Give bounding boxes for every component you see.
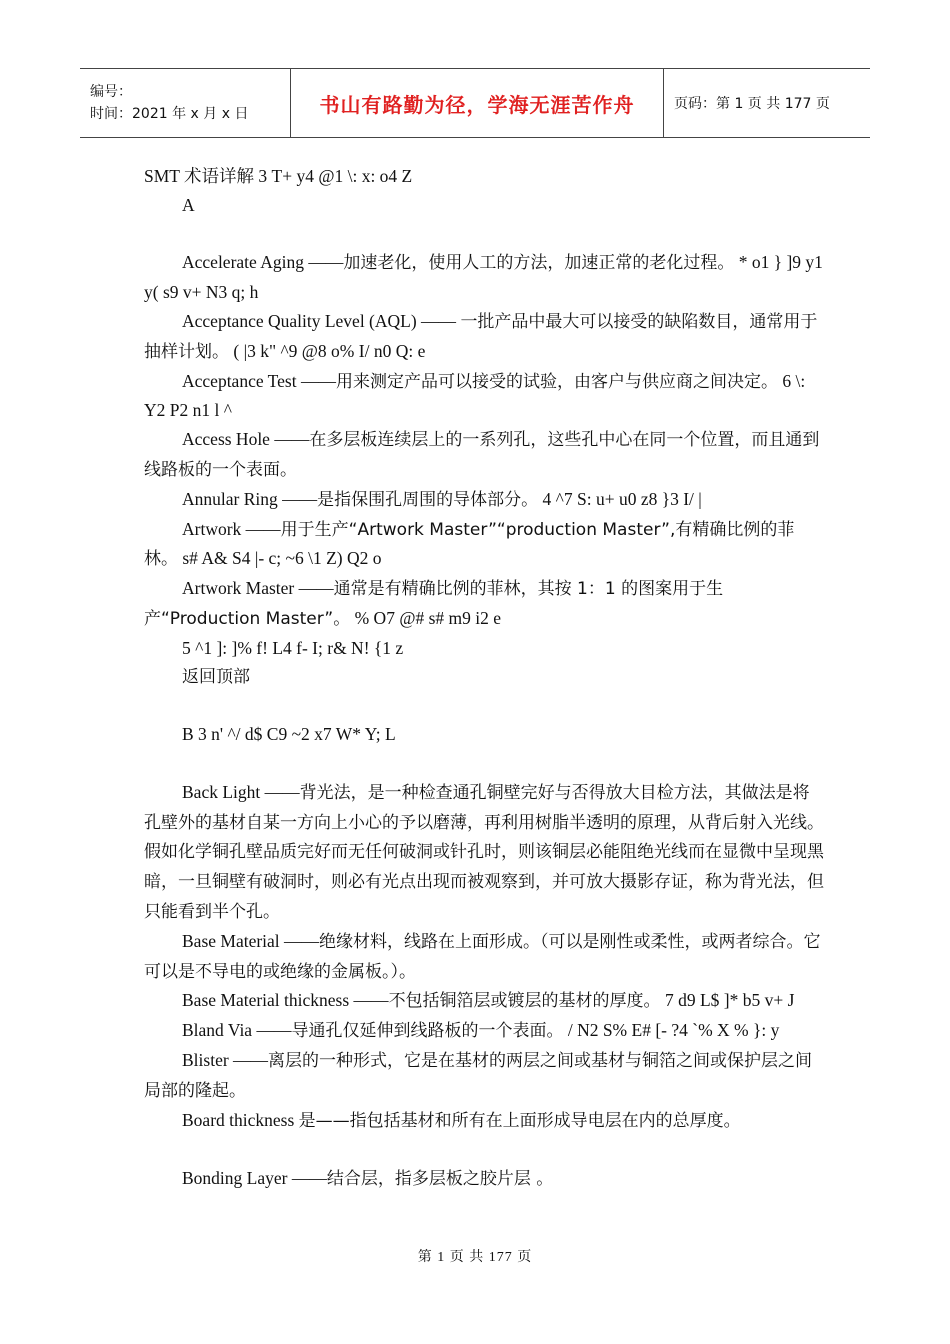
number-label: 编号： [90, 84, 132, 100]
entry-definition: 离层的一种形式，它是在基材的两层之间或基材与铜箔之间或保护层之间局部的隆起。 [144, 1050, 813, 1101]
section-heading-b: B 3 n' ^/ d$ C9 ~2 x7 W* Y; L [182, 724, 396, 745]
entry-noise: % O7 @# s# m9 i2 e [350, 607, 501, 628]
page-footer: 第 1 页 共 177 页 [417, 1250, 533, 1265]
glossary-entry [144, 927, 824, 987]
entry-term: Acceptance Quality Level (AQL) —— [182, 310, 461, 331]
header-motto-cell [291, 69, 664, 137]
entry-noise: / N2 S% E# [- ?4 `% X % }: y [563, 1020, 780, 1041]
glossary-entry [144, 1164, 824, 1194]
entry-term: Annular Ring —— [182, 488, 318, 509]
entry-definition: 在多层板连续层上的一系列孔，这些孔中心在同一个位置，而且通到线路板的一个表面。 [144, 430, 820, 480]
entry-definition: 是指保围孔周围的导体部分。 [317, 489, 539, 510]
entry-term: Bonding Layer —— [182, 1168, 327, 1189]
entry-noise: 6 \: Y2 P2 n1 l ^ [144, 370, 806, 421]
page-header [80, 68, 870, 138]
glossary-entry [144, 986, 824, 1016]
entry-noise: 7 d9 L$ ]* b5 v+ J [660, 990, 795, 1011]
section-heading-a: A [182, 194, 195, 215]
motto: 书山有路勤为径，学海无涯苦作舟 [319, 92, 635, 117]
glossary-entry [144, 515, 824, 575]
entry-definition: 导通孔仅延伸到线路板的一个表面。 [291, 1021, 564, 1042]
header-page-info: 页码：第 1 页 共 177 页 [674, 96, 830, 112]
glossary-entry [144, 1046, 824, 1106]
glossary-list-b [144, 778, 824, 1194]
document-title: SMT 术语详解 3 T+ y4 @1 \: x: o4 Z [144, 166, 413, 186]
glossary-entry [144, 1016, 824, 1046]
entry-definition: 加速老化，使用人工的方法，加速正常的老化过程。 [343, 253, 735, 274]
entry-definition: 背光法，是一种检查通孔铜壁完好与否得放大目检方法，其做法是将孔壁外的基材自某一方向上小心的予以磨薄，再利用树脂半透明的原理，从背后射入光线。假如化学铜孔壁品质完好而无任何破洞或针孔时，则该铜层必能阻绝光线而在显微中呈现黑暗，一旦铜壁有破洞时，则必有光点出现而被观察到，并可放大摄影存证，称为背光法，但只能看到半个孔。 [144, 782, 824, 922]
entry-definition: 用来测定产品可以接受的试验，由客户与供应商之间决定。 [335, 371, 778, 392]
glossary-entry [144, 574, 824, 634]
glossary-entry [144, 778, 824, 927]
entry-noise: ( |3 k" ^9 @8 o% I/ n0 Q: e [229, 340, 426, 361]
entry-term: Bland Via —— [182, 1020, 292, 1041]
time-label: 时间：2021 年 x 月 x 日 [90, 106, 249, 122]
entry-definition: 一批产品中最大可以接受的缺陷数目，通常用于抽样计划。 [144, 311, 818, 362]
entry-term: Back Light —— [182, 781, 300, 802]
entry-definition: 用于生产“Artwork Master”“production Master”,有精确比例的菲林。 [144, 519, 795, 570]
entry-term: Base Material thickness —— [182, 990, 389, 1011]
entry-noise: 4 ^7 S: u+ u0 z8 }3 I/ | [538, 488, 702, 509]
glossary-entry [144, 248, 824, 307]
glossary-entry [144, 1106, 824, 1136]
entry-term: Blister —— [182, 1049, 269, 1070]
entry-term: Acceptance Test —— [182, 370, 336, 391]
entry-noise: * o1 } ]9 y1 y( s9 v+ N3 q; h [144, 252, 823, 303]
glossary-entry [144, 307, 824, 367]
entry-term: Access Hole —— [182, 429, 310, 450]
entry-definition: 不包括铜箔层或镀层的基材的厚度。 [388, 991, 661, 1012]
noise-line: 5 ^1 ]: ]% f! L4 f- I; r& N! {1 z [182, 637, 404, 658]
glossary-entry [144, 485, 824, 515]
document-body [144, 162, 824, 1194]
entry-noise: s# A& S4 |- c; ~6 \1 Z) Q2 o [178, 548, 382, 569]
entry-term: Artwork —— [182, 518, 281, 539]
back-to-top-link[interactable]: 返回顶部 [182, 666, 250, 687]
entry-term: Accelerate Aging —— [182, 252, 344, 273]
entry-definition: 结合层，指多层板之胶片层 。 [326, 1169, 554, 1190]
entry-term: Board thickness [182, 1109, 299, 1130]
entry-term: Base Material —— [182, 930, 320, 951]
glossary-entry [144, 425, 824, 485]
entry-definition: 通常是有精确比例的菲林，其按 1：1 的图案用于生产“Production Master”。 [144, 579, 724, 629]
glossary-list-a [144, 248, 824, 633]
header-meta [80, 69, 291, 137]
entry-definition: 是——指包括基材和所有在上面形成导电层在内的总厚度。 [298, 1110, 741, 1131]
entry-term: Artwork Master —— [182, 578, 334, 599]
glossary-entry [144, 367, 824, 426]
entry-definition: 绝缘材料，线路在上面形成。（可以是刚性或柔性，或两者综合。它可以是不导电的或绝缘的金属板。）。 [144, 931, 821, 982]
